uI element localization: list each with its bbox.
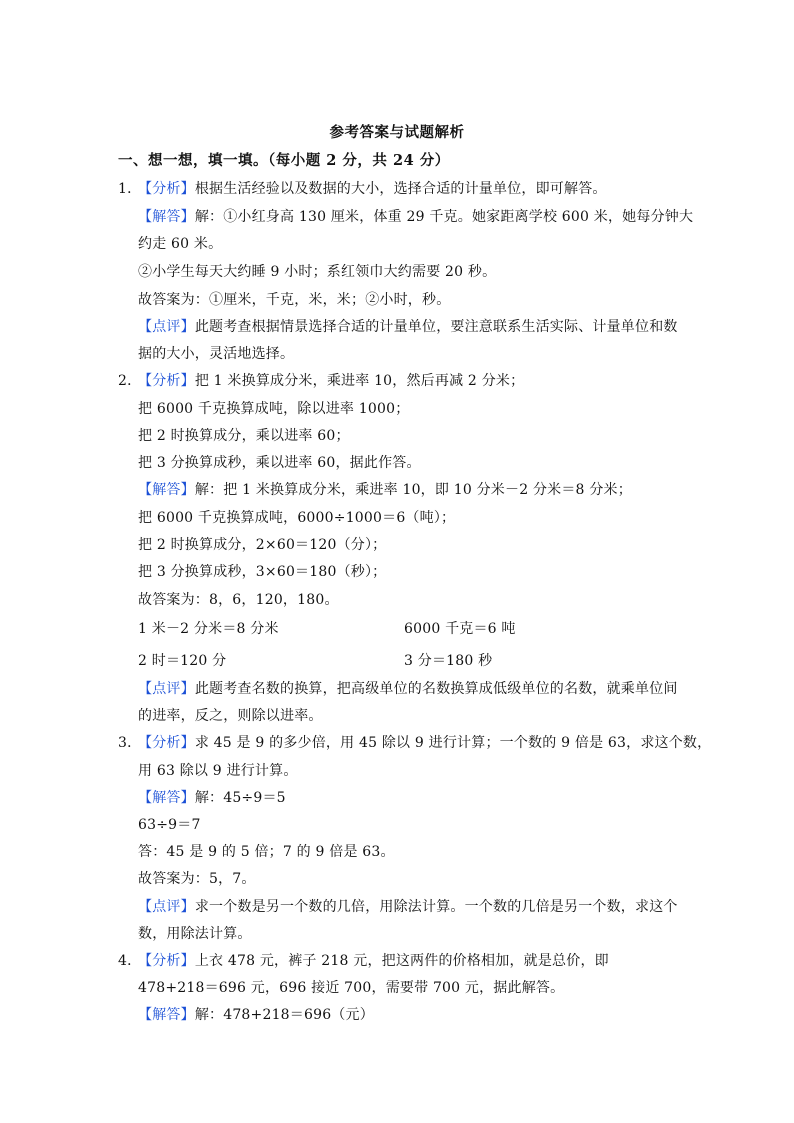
section-heading: 一、想一想，填一填。（每小题 2 分，共 24 分）: [118, 152, 450, 169]
q2-answer-line-5: 故答案为：8，6，120，180。: [138, 592, 339, 608]
q3-comment-text: 求一个数是另一个数的几倍，用除法计算。一个数的几倍是另一个数，求这个: [194, 899, 678, 915]
analysis-tag: 【分析】: [138, 373, 195, 389]
q2-analysis-line-2: 把 6000 千克换算成吨，除以进率 1000；: [138, 401, 410, 417]
q3-answer-line-1: [138, 787, 286, 807]
q4-answer-line-1: [138, 1004, 374, 1024]
q2-grid-r2c2: 3 分＝180 秒: [404, 653, 493, 669]
q2-answer-line-2: 把 6000 千克换算成吨，6000÷1000＝6（吨）；: [138, 510, 456, 526]
analysis-tag: 【分析】: [138, 735, 195, 751]
q3-answer-line-2: 63÷9＝7: [138, 817, 201, 833]
answer-tag: 【解答】: [138, 1007, 195, 1023]
analysis-tag: 【分析】: [138, 953, 195, 969]
q1-answer-line-1: [138, 206, 693, 226]
q3-answer-line-3: 答：45 是 9 的 5 倍；7 的 9 倍是 63。: [138, 844, 395, 860]
q2-analysis-line-4: 把 3 分换算成秒，乘以进率 60，据此作答。: [138, 455, 421, 471]
q1-analysis-text: 根据生活经验以及数据的大小，选择合适的计量单位，即可解答。: [194, 181, 607, 197]
q3-answer-text: 解：45÷9＝5: [194, 790, 286, 806]
comment-tag: 【点评】: [138, 899, 195, 915]
q2-answer-line-1: [138, 479, 632, 499]
q4-analysis: [118, 950, 609, 970]
q2-answer-line-4: 把 3 分换算成秒，3×60＝180（秒）；: [138, 564, 387, 580]
q3-comment-line-1: [138, 896, 678, 916]
q1-comment-line-2: 据的大小，灵活地选择。: [138, 346, 295, 362]
answer-tag: 【解答】: [138, 482, 195, 498]
q3-analysis-text: 求 45 是 9 的多少倍，用 45 除以 9 进行计算；一个数的 9 倍是 63，求这个数，: [194, 735, 712, 751]
analysis-tag: 【分析】: [138, 181, 195, 197]
q1-answer-line-4: 故答案为：①厘米，千克，米，米；②小时，秒。: [138, 292, 451, 308]
comment-tag: 【点评】: [138, 681, 195, 697]
question-number: 4．: [118, 953, 142, 969]
q1-analysis: [118, 178, 607, 198]
q2-grid-r1c2: 6000 千克＝6 吨: [404, 621, 516, 637]
q1-comment-line-1: [138, 316, 678, 336]
q2-answer-line-3: 把 2 时换算成分，2×60＝120（分）；: [138, 537, 387, 553]
q2-comment-line-1: [138, 678, 678, 698]
q1-answer-line-2: 约走 60 米。: [138, 236, 223, 252]
q3-answer-line-4: 故答案为：5，7。: [138, 871, 256, 887]
q4-analysis-text: 上衣 478 元，裤子 218 元，把这两件的价格相加，就是总价，即: [194, 953, 609, 969]
q1-answer-line-3: ②小学生每天大约睡 9 小时；系红领巾大约需要 20 秒。: [138, 264, 497, 280]
q3-analysis-line-2: 用 63 除以 9 进行计算。: [138, 763, 298, 779]
page-title: 参考答案与试题解析: [329, 124, 465, 141]
question-number: 1．: [118, 181, 142, 197]
question-number: 2．: [118, 373, 142, 389]
q1-comment-text: 此题考查根据情景选择合适的计量单位，要注意联系生活实际、计量单位和数: [194, 319, 678, 335]
q2-analysis-text: 把 1 米换算成分米，乘进率 10，然后再减 2 分米；: [194, 373, 525, 389]
q1-answer-text: 解：①小红身高 130 厘米，体重 29 千克。她家距离学校 600 米，她每分钟大: [194, 209, 694, 225]
q2-analysis-line-3: 把 2 时换算成分，乘以进率 60；: [138, 428, 350, 444]
q3-comment-line-2: 数，用除法计算。: [138, 926, 252, 942]
q2-grid-r1c1: 1 米－2 分米＝8 分米: [138, 621, 279, 637]
q2-answer-text: 解：把 1 米换算成分米，乘进率 10，即 10 分米－2 分米＝8 分米；: [194, 482, 632, 498]
question-number: 3．: [118, 735, 142, 751]
q2-comment-line-2: 的进率，反之，则除以进率。: [138, 708, 323, 724]
q2-grid-r2c1: 2 时＝120 分: [138, 653, 227, 669]
q4-answer-text: 解：478+218＝696（元）: [194, 1007, 374, 1023]
comment-tag: 【点评】: [138, 319, 195, 335]
q2-analysis: [118, 370, 524, 390]
q2-comment-text: 此题考查名数的换算，把高级单位的名数换算成低级单位的名数，就乘单位间: [194, 681, 678, 697]
q3-analysis: [118, 732, 711, 752]
answer-tag: 【解答】: [138, 209, 195, 225]
answer-tag: 【解答】: [138, 790, 195, 806]
q4-analysis-line-2: 478+218＝696 元，696 接近 700，需要带 700 元，据此解答。: [138, 980, 565, 996]
